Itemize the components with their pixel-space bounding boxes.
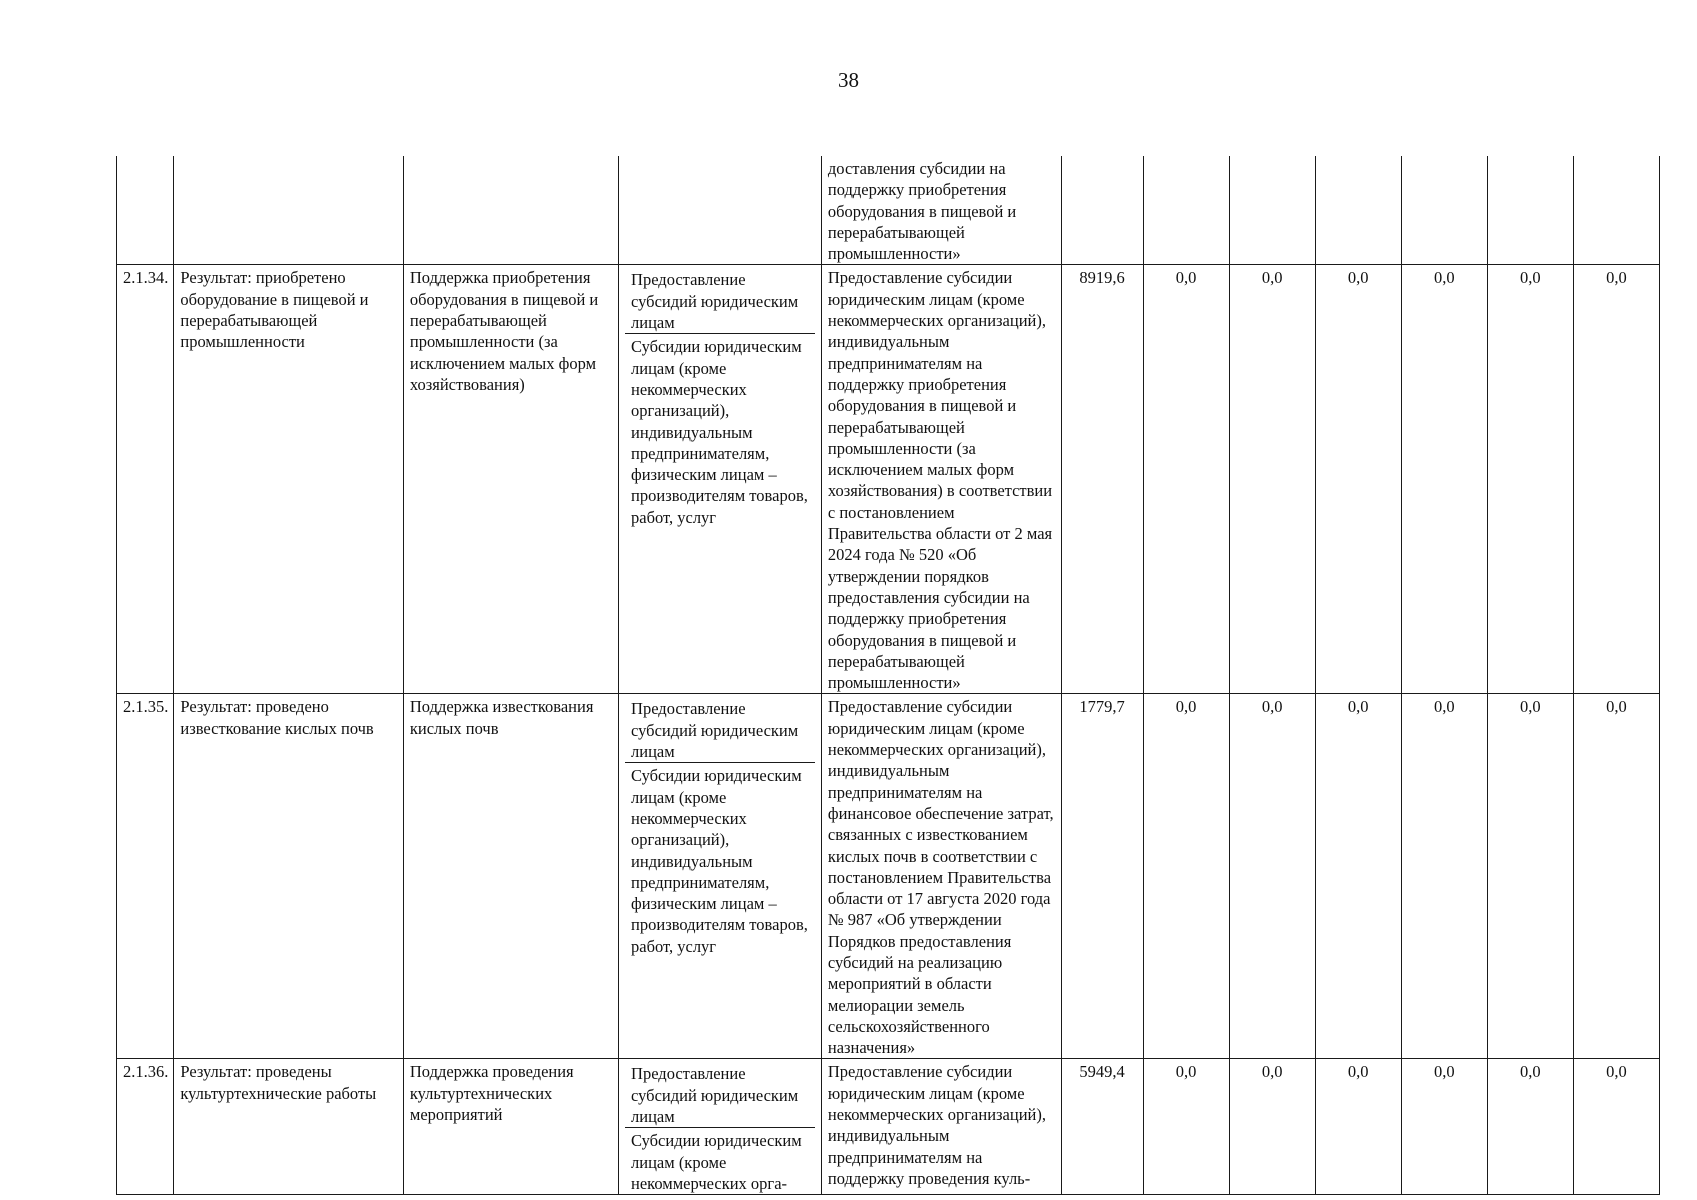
mechanism-type: Предоставление субсидий юридическим лицам bbox=[625, 1061, 815, 1128]
mechanism-recipients: Субсидии юридическим лицам (кроме некоммерческих орга- bbox=[631, 1131, 802, 1193]
amount-cell: 0,0 bbox=[1487, 1059, 1573, 1195]
result-cell: Результат: приобретено оборудование в пищевой и перерабатывающей промышленности bbox=[174, 265, 404, 694]
amount-cell bbox=[1229, 156, 1315, 265]
table-row bbox=[117, 694, 1660, 1059]
basis-cell: Предоставление субсидии юридическим лицам (кроме некоммерческих организаций), индивидуальным предпринимателям на поддержку проведения куль- bbox=[821, 1059, 1061, 1195]
amount-cell: 0,0 bbox=[1487, 694, 1573, 1059]
amount-cell: 0,0 bbox=[1487, 265, 1573, 694]
mechanism-cell bbox=[619, 694, 822, 1059]
row-code: 2.1.36. bbox=[117, 1059, 174, 1195]
amount-cell: 0,0 bbox=[1229, 694, 1315, 1059]
page-number: 38 bbox=[838, 68, 859, 92]
amount-cell bbox=[1401, 156, 1487, 265]
amount-cell: 0,0 bbox=[1143, 694, 1229, 1059]
amount-cell bbox=[1143, 156, 1229, 265]
mechanism-recipients: Субсидии юридическим лицам (кроме некоммерческих организаций), индивидуальным предпринимателям, физическим лицам – производителям товаров, работ, услуг bbox=[631, 766, 808, 956]
code-cell bbox=[117, 156, 174, 265]
amount-cell: 0,0 bbox=[1143, 1059, 1229, 1195]
amount-cell: 1779,7 bbox=[1061, 694, 1143, 1059]
basis-cell: доставления субсидии на поддержку приобретения оборудования в пищевой и перерабатывающей промышленности» bbox=[821, 156, 1061, 265]
amount-cell: 8919,6 bbox=[1061, 265, 1143, 694]
amount-cell: 0,0 bbox=[1229, 265, 1315, 694]
amount-cell: 0,0 bbox=[1573, 265, 1659, 694]
amount-cell: 0,0 bbox=[1573, 1059, 1659, 1195]
amount-cell: 0,0 bbox=[1315, 694, 1401, 1059]
mechanism-cell bbox=[619, 156, 822, 265]
amount-cell: 0,0 bbox=[1315, 265, 1401, 694]
amount-cell: 0,0 bbox=[1401, 265, 1487, 694]
measure-cell bbox=[403, 156, 618, 265]
amount-cell: 5949,4 bbox=[1061, 1059, 1143, 1195]
amount-cell bbox=[1315, 156, 1401, 265]
result-cell bbox=[174, 156, 404, 265]
mechanism-recipients: Субсидии юридическим лицам (кроме некоммерческих организаций), индивидуальным предпринимателям, физическим лицам – производителям товаров, работ, услуг bbox=[631, 337, 808, 527]
mechanism-cell bbox=[619, 1059, 822, 1195]
amount-cell: 0,0 bbox=[1573, 694, 1659, 1059]
amount-cell: 0,0 bbox=[1401, 694, 1487, 1059]
row-code: 2.1.34. bbox=[117, 265, 174, 694]
amount-cell bbox=[1061, 156, 1143, 265]
result-cell: Результат: проведено известкование кислых почв bbox=[174, 694, 404, 1059]
result-cell: Результат: проведены культуртехнические работы bbox=[174, 1059, 404, 1195]
amount-cell bbox=[1487, 156, 1573, 265]
measure-cell: Поддержка известкования кислых почв bbox=[403, 694, 618, 1059]
budget-table bbox=[116, 156, 1660, 1195]
table-row bbox=[117, 1059, 1660, 1195]
basis-cell: Предоставление субсидии юридическим лицам (кроме некоммерческих организаций), индивидуальным предпринимателям на поддержку приобретения оборудования в пищевой и перерабатывающей промышленности (за исключением малых форм хозяйствования) в соответствии с постановлением Правительства области от 2 мая 2024 года № 520 «Об утверждении порядков предоставления субсидии на поддержку приобретения оборудования в пищевой и перерабатывающей промышленности» bbox=[821, 265, 1061, 694]
measure-cell: Поддержка проведения культуртехнических мероприятий bbox=[403, 1059, 618, 1195]
basis-cell: Предоставление субсидии юридическим лицам (кроме некоммерческих организаций), индивидуальным предпринимателям на финансовое обеспечение затрат, связанных с известкованием кислых почв в соответствии с постановлением Правительства области от 17 августа 2020 года № 987 «Об утверждении Порядков предоставления субсидий на реализацию мероприятий в области мелиорации земель сельскохозяйственного назначения» bbox=[821, 694, 1061, 1059]
amount-cell: 0,0 bbox=[1315, 1059, 1401, 1195]
mechanism-type: Предоставление субсидий юридическим лицам bbox=[625, 696, 815, 763]
amount-cell bbox=[1573, 156, 1659, 265]
row-code: 2.1.35. bbox=[117, 694, 174, 1059]
table-row-continuation bbox=[117, 156, 1660, 265]
measure-cell: Поддержка приобретения оборудования в пищевой и перерабатывающей промышленности (за исключением малых форм хозяйствования) bbox=[403, 265, 618, 694]
mechanism-cell bbox=[619, 265, 822, 694]
amount-cell: 0,0 bbox=[1143, 265, 1229, 694]
amount-cell: 0,0 bbox=[1401, 1059, 1487, 1195]
mechanism-type: Предоставление субсидий юридическим лицам bbox=[625, 267, 815, 334]
amount-cell: 0,0 bbox=[1229, 1059, 1315, 1195]
table-row bbox=[117, 265, 1660, 694]
